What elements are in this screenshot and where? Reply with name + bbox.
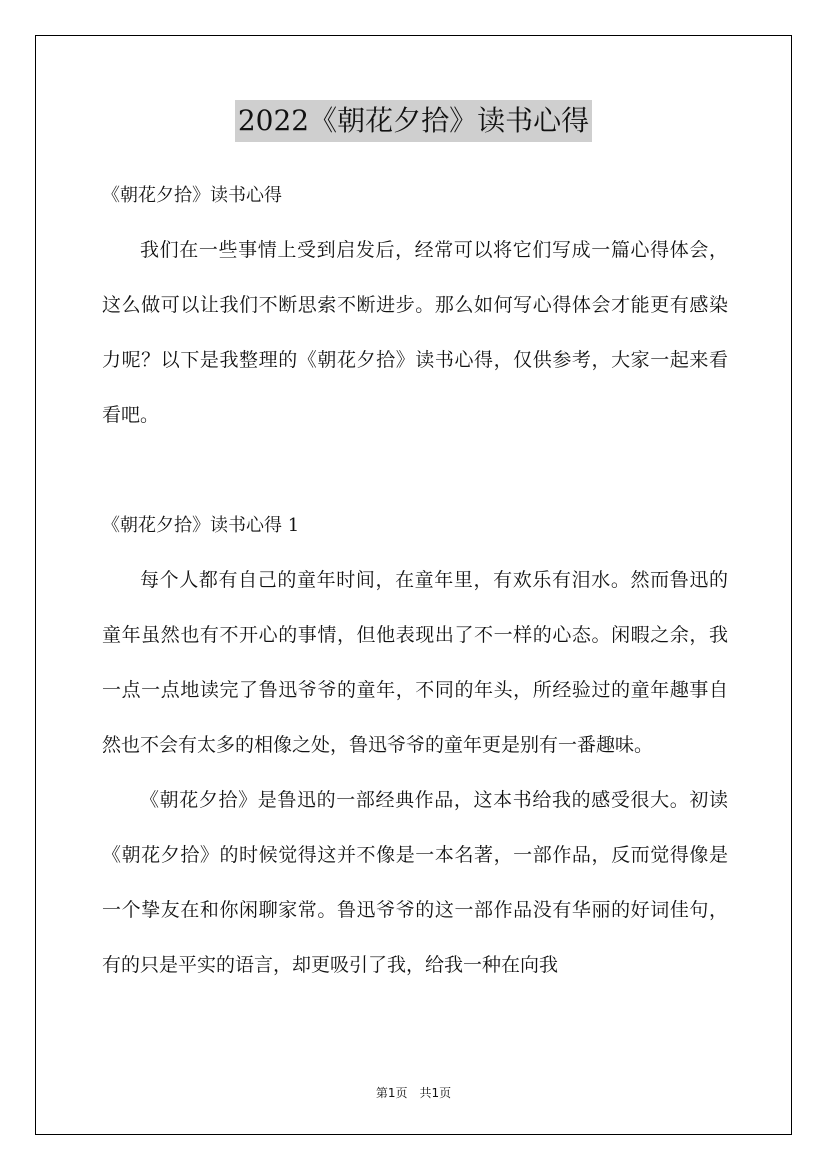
document-body	[102, 168, 728, 993]
paragraph-1-1: 每个人都有自己的童年时间，在童年里，有欢乐有泪水。然而鲁迅的童年虽然也有不开心的事情，但他表现出了不一样的心态。闲暇之余，我一点一点地读完了鲁迅爷爷的童年，不同的年头，所经验过的童年趣事自然也不会有太多的相像之处，鲁迅爷爷的童年更是别有一番趣味。	[102, 569, 728, 756]
page-number: 第1页	[375, 1086, 408, 1100]
paragraph-1-2: 《朝花夕拾》是鲁迅的一部经典作品，这本书给我的感受很大。初读《朝花夕拾》的时候觉得这并不像是一本名著，一部作品，反而觉得像是一个挚友在和你闲聊家常。鲁迅爷爷的这一部作品没有华丽的好词佳句，有的只是平实的语言，却更吸引了我，给我一种在向我	[102, 789, 728, 976]
paragraph-intro: 我们在一些事情上受到启发后，经常可以将它们写成一篇心得体会，这么做可以让我们不断思索不断进步。那么如何写心得体会才能更有感染力呢？以下是我整理的《朝花夕拾》读书心得，仅供参考，大家一起来看看吧。	[102, 239, 728, 426]
document-title: 2022《朝花夕拾》读书心得	[235, 100, 592, 142]
section-heading-1: 《朝花夕拾》读书心得 1	[102, 515, 300, 536]
section-spacer	[102, 443, 728, 498]
section-heading-intro: 《朝花夕拾》读书心得	[102, 185, 282, 206]
page-total: 共1页	[419, 1086, 452, 1100]
page-footer	[0, 1084, 827, 1101]
document-title-wrapper	[0, 100, 827, 142]
